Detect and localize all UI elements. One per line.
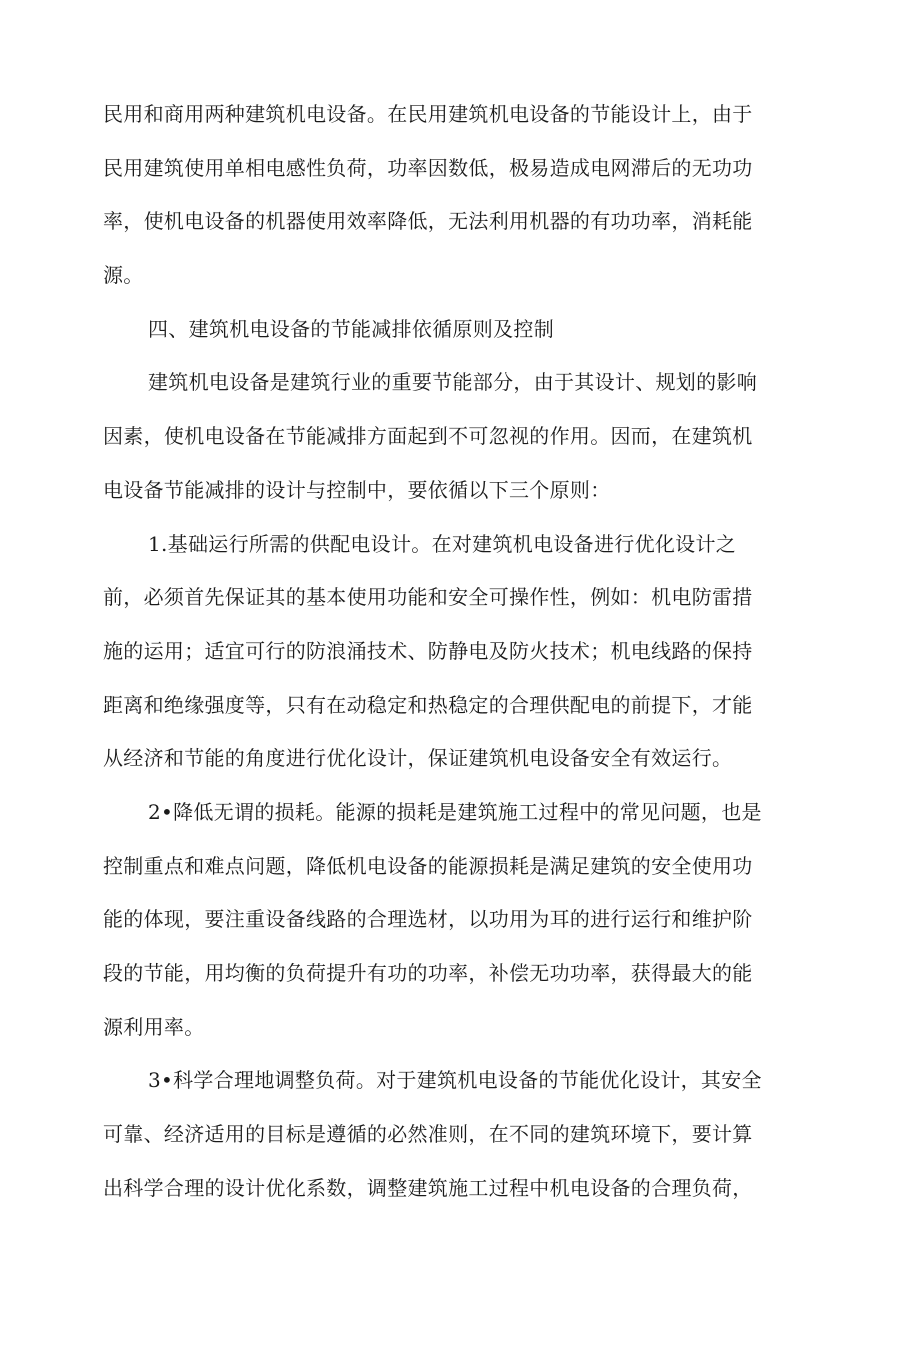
text-line: 电设备节能减排的设计与控制中，要依循以下三个原则： — [103, 477, 611, 502]
heading-text: 四、建筑机电设备的节能减排依循原则及控制 — [148, 316, 554, 341]
text-line: 源利用率。 — [103, 1014, 205, 1039]
paragraph — [103, 88, 793, 303]
text-line: 段的节能，用均衡的负荷提升有功的功率，补偿无功功率，获得最大的能 — [103, 961, 753, 985]
text-line: 施的运用；适宜可行的防浪涌技术、防静电及防火技术；机电线路的保持 — [103, 638, 753, 663]
text-line: 1.基础运行所需的供配电设计。在对建筑机电设备进行优化设计之 — [148, 531, 737, 556]
paragraph — [103, 518, 793, 786]
text-line: 建筑机电设备是建筑行业的重要节能部分，由于其设计、规划的影响 — [148, 370, 757, 395]
text-line: 控制重点和难点问题，降低机电设备的能源损耗是满足建筑的安全使用功 — [103, 853, 753, 878]
section-heading — [103, 303, 793, 357]
text-line: 2•降低无谓的损耗。能源的损耗是建筑施工过程中的常见问题，也是 — [148, 799, 762, 824]
text-line: 源。 — [103, 263, 144, 288]
text-line: 前，必须首先保证其的基本使用功能和安全可操作性，例如：机电防雷措 — [103, 585, 753, 610]
text-line: 距离和绝缘强度等，只有在动稳定和热稳定的合理供配电的前提下，才能 — [103, 692, 753, 717]
text-line: 出科学合理的设计优化系数，调整建筑施工过程中机电设备的合理负荷， — [103, 1175, 753, 1200]
paragraph — [103, 1054, 793, 1215]
text-line: 从经济和节能的角度进行优化设计，保证建筑机电设备安全有效运行。 — [103, 746, 733, 771]
text-line: 能的体现，要注重设备线路的合理选材，以功用为耳的进行运行和维护阶 — [103, 907, 753, 932]
text-line: 民用和商用两种建筑机电设备。在民用建筑机电设备的节能设计上，由于 — [103, 102, 753, 126]
paragraph — [103, 356, 793, 517]
text-line: 可靠、经济适用的目标是遵循的必然准则，在不同的建筑环境下，要计算 — [103, 1122, 753, 1147]
text-line: 民用建筑使用单相电感性负荷，功率因数低，极易造成电网滞后的无功功 — [103, 155, 753, 180]
paragraph — [103, 786, 793, 1054]
text-line: 率，使机电设备的机器使用效率降低，无法利用机器的有功功率，消耗能 — [103, 209, 753, 234]
text-line: 因素，使机电设备在节能减排方面起到不可忽视的作用。因而，在建筑机 — [103, 424, 753, 449]
text-line: 3•科学合理地调整负荷。对于建筑机电设备的节能优化设计，其安全 — [148, 1068, 762, 1093]
document-body — [103, 88, 793, 1215]
